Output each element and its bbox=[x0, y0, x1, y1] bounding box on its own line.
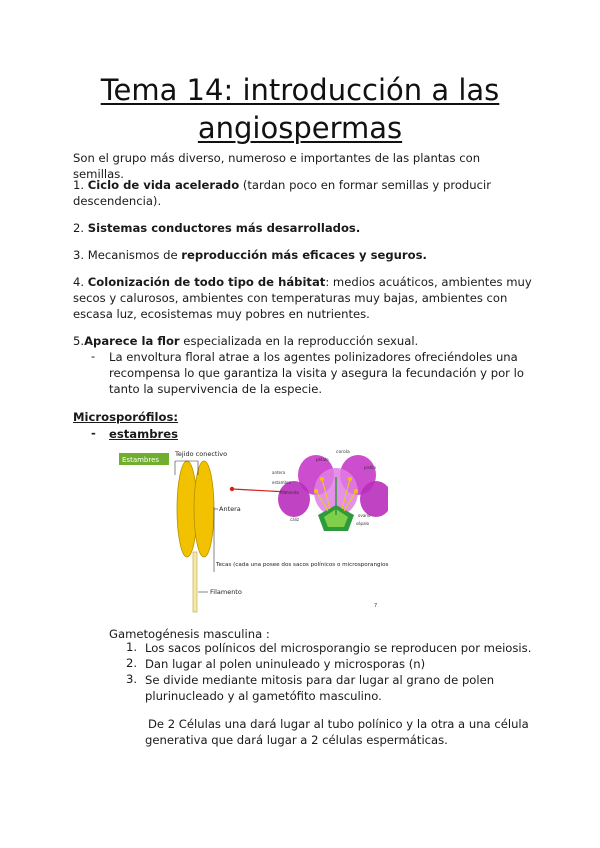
flower-label: cáliz bbox=[290, 517, 299, 522]
figure-page-num: 7 bbox=[374, 603, 378, 609]
point-4: 4. Colonización de todo tipo de hábitat: medios acuáticos, ambientes muy secos y calurosos, ambientes con temperaturas muy bajas, ambientes con escasa luz, ecosistemas muy pobres en nutrientes. bbox=[73, 275, 532, 322]
flower-label: sépalo bbox=[356, 521, 370, 526]
gameto-step-num: 3. bbox=[126, 672, 138, 686]
point-5: 5.Aparece la flor especializada en la reproducción sexual. bbox=[73, 334, 419, 348]
pointer-dot bbox=[230, 487, 234, 491]
tejido-label: Tejido conectivo bbox=[175, 450, 228, 458]
micro-heading: Microsporófilos: bbox=[73, 410, 178, 424]
flower-label: estambre bbox=[272, 480, 292, 485]
gameto-step-num: 1. bbox=[126, 640, 138, 654]
stamen-diagram bbox=[118, 447, 388, 617]
antera-label: Antera bbox=[219, 505, 241, 513]
estambres-dash: - bbox=[91, 426, 96, 440]
flower-sub-dash: - bbox=[91, 349, 96, 363]
closing-paragraph: De 2 Células una dará lugar al tubo polínico y la otra a una célula generativa que dará lugar a 2 células espermáticas. bbox=[145, 717, 529, 748]
flower-label: pistilo bbox=[364, 465, 376, 470]
anther-dot bbox=[354, 489, 358, 493]
estambres-label: estambres bbox=[109, 427, 178, 441]
tecas-label bbox=[215, 561, 388, 568]
gameto-step: Los sacos polínicos del microsporangio se reproducen por meiosis. bbox=[145, 641, 532, 655]
anther-dot bbox=[320, 477, 324, 481]
anther-dot bbox=[314, 489, 318, 493]
flower-label: pétalo bbox=[316, 457, 329, 462]
flower-sub-text: La envoltura floral atrae a los agentes polinizadores ofreciéndoles una recompensa lo que garantiza la visita y asegura la fecundación y por lo tanto la supervivencia de la especie. bbox=[109, 350, 524, 397]
filament-shape bbox=[193, 552, 197, 612]
flower-illustration bbox=[272, 449, 388, 531]
page-title-line1: Tema 14: introducción a las bbox=[100, 73, 500, 107]
petal bbox=[278, 481, 310, 517]
tecas-label-text: Tecas (cada una posee dos sacos polínicos o microsporangios). bbox=[216, 562, 388, 568]
gameto-heading: Gametogénesis masculina : bbox=[109, 627, 270, 641]
page-title-line2: angiospermas bbox=[197, 111, 403, 145]
intro-paragraph: Son el grupo más diverso, numeroso e importantes de las plantas con semillas. bbox=[73, 151, 481, 182]
gameto-step: Se divide mediante mitosis para dar lugar al grano de polen plurinucleado y al gametófito masculino. bbox=[145, 673, 495, 704]
anther-lobe-right bbox=[194, 461, 214, 557]
flower-label: ovario bbox=[358, 513, 371, 518]
gameto-step-num: 2. bbox=[126, 656, 138, 670]
filamento-label: Filamento bbox=[210, 588, 242, 596]
point-1: 1. Ciclo de vida acelerado (tardan poco en formar semillas y producir descendencia). bbox=[73, 178, 491, 209]
point-2: 2. Sistemas conductores más desarrollados. bbox=[73, 221, 361, 235]
stamen-figure bbox=[118, 447, 388, 617]
estambres-badge-text: Estambres bbox=[122, 456, 160, 464]
gameto-step: Dan lugar al polen uninuleado y microsporas (n) bbox=[145, 657, 426, 671]
flower-label: antera bbox=[272, 470, 286, 475]
point-3: 3. Mecanismos de reproducción más eficaces y seguros. bbox=[73, 248, 427, 262]
flower-top-label: corola bbox=[336, 450, 350, 455]
anther-dot bbox=[348, 477, 352, 481]
flower-label: filamento bbox=[280, 490, 299, 495]
